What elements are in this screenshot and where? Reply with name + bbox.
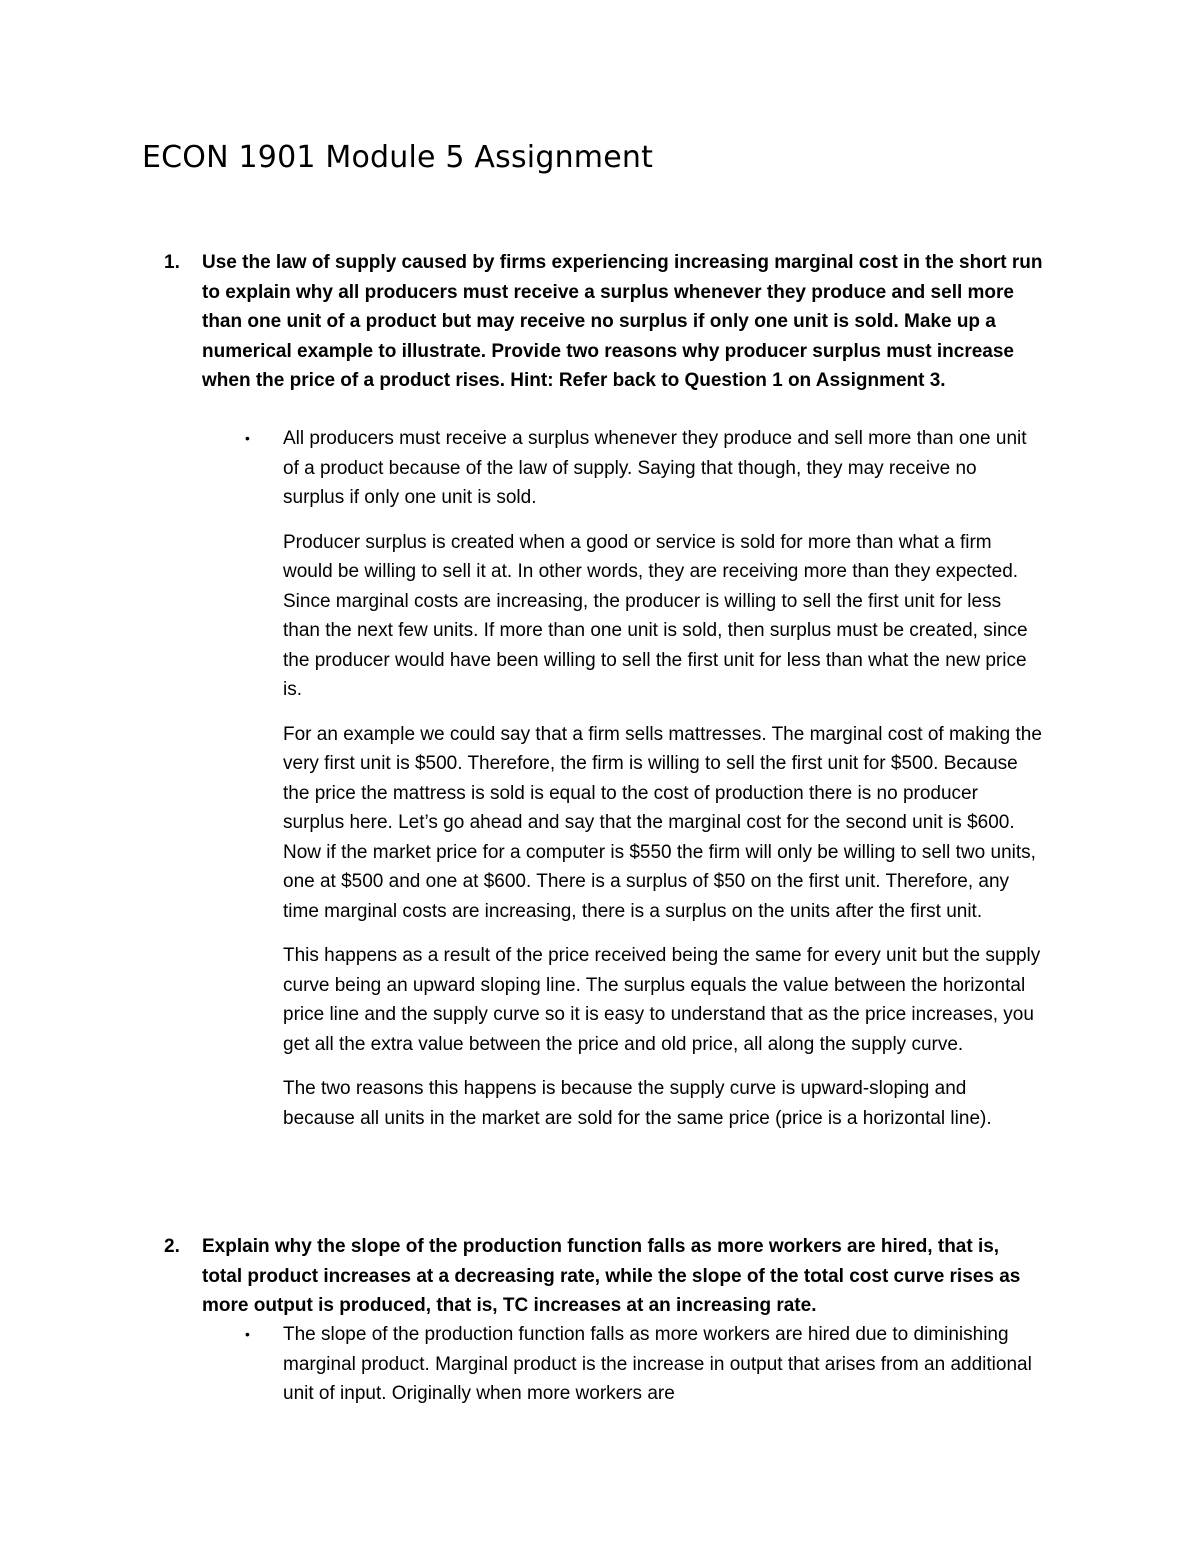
bullet-icon: •: [245, 430, 250, 446]
question-number: 2.: [164, 1236, 180, 1257]
answer-1: [245, 424, 1043, 1133]
question-1: [164, 248, 1044, 396]
answer-paragraph: All producers must receive a surplus whenever they produce and sell more than one unit of a product because of the law of supply. Saying that though, they may receive no surplus if only one unit is sold.: [283, 428, 1027, 508]
answer-2: [245, 1320, 1043, 1409]
answer-paragraph: The slope of the production function falls as more workers are hired due to diminishing marginal product. Marginal product is the increase in output that arises from an additional unit of input. Originally when more workers are: [283, 1324, 1032, 1404]
answer-paragraph: For an example we could say that a firm sells mattresses. The marginal cost of making the very first unit is $500. Therefore, the firm is willing to sell the first unit for $500. Because the price the mattress is sold is equal to the cost of production there is no producer surplus here. Let’s go ahead and say that the marginal cost for the second unit is $600. Now if the market price for a computer is $550 the firm will only be willing to sell two units, one at $500 and one at $600. There is a surplus of $50 on the first unit. Therefore, any time marginal costs are increasing, there is a surplus on the units after the first unit.: [283, 723, 1042, 922]
question-prompt: Explain why the slope of the production function falls as more workers are hired, that is, total product increases at a decreasing rate, while the slope of the total cost curve rises as more output is produced, that is, TC increases at an increasing rate.: [202, 1236, 1021, 1316]
answer-paragraph: The two reasons this happens is because the supply curve is upward-sloping and because all units in the market are sold for the same price (price is a horizontal line).: [283, 1078, 992, 1129]
answer-paragraph: This happens as a result of the price received being the same for every unit but the supply curve being an upward sloping line. The surplus equals the value between the horizontal price line and the supply curve so it is easy to understand that as the price increases, you get all the extra value between the price and old price, all along the supply curve.: [283, 945, 1041, 1055]
answer-paragraph: Producer surplus is created when a good or service is sold for more than what a firm would be willing to sell it at. In other words, they are receiving more than they expected. Since marginal costs are increasing, the producer is willing to sell the first unit for less than the next few units. If more than one unit is sold, then surplus must be created, since the producer would have been willing to sell the first unit for less than what the new price is.: [283, 531, 1028, 700]
bullet-icon: •: [245, 1326, 250, 1342]
question-2: [164, 1232, 1044, 1321]
question-number: 1.: [164, 252, 180, 273]
document-title: ECON 1901 Module 5 Assignment: [142, 140, 654, 175]
question-prompt: Use the law of supply caused by firms experiencing increasing marginal cost in the short run to explain why all producers must receive a surplus whenever they produce and sell more than one unit of a product but may receive no surplus if only one unit is sold. Make up a numerical example to illustrate. Provide two reasons why producer surplus must increase when the price of a product rises. Hint: Refer back to Question 1 on Assignment 3.: [202, 252, 1043, 391]
